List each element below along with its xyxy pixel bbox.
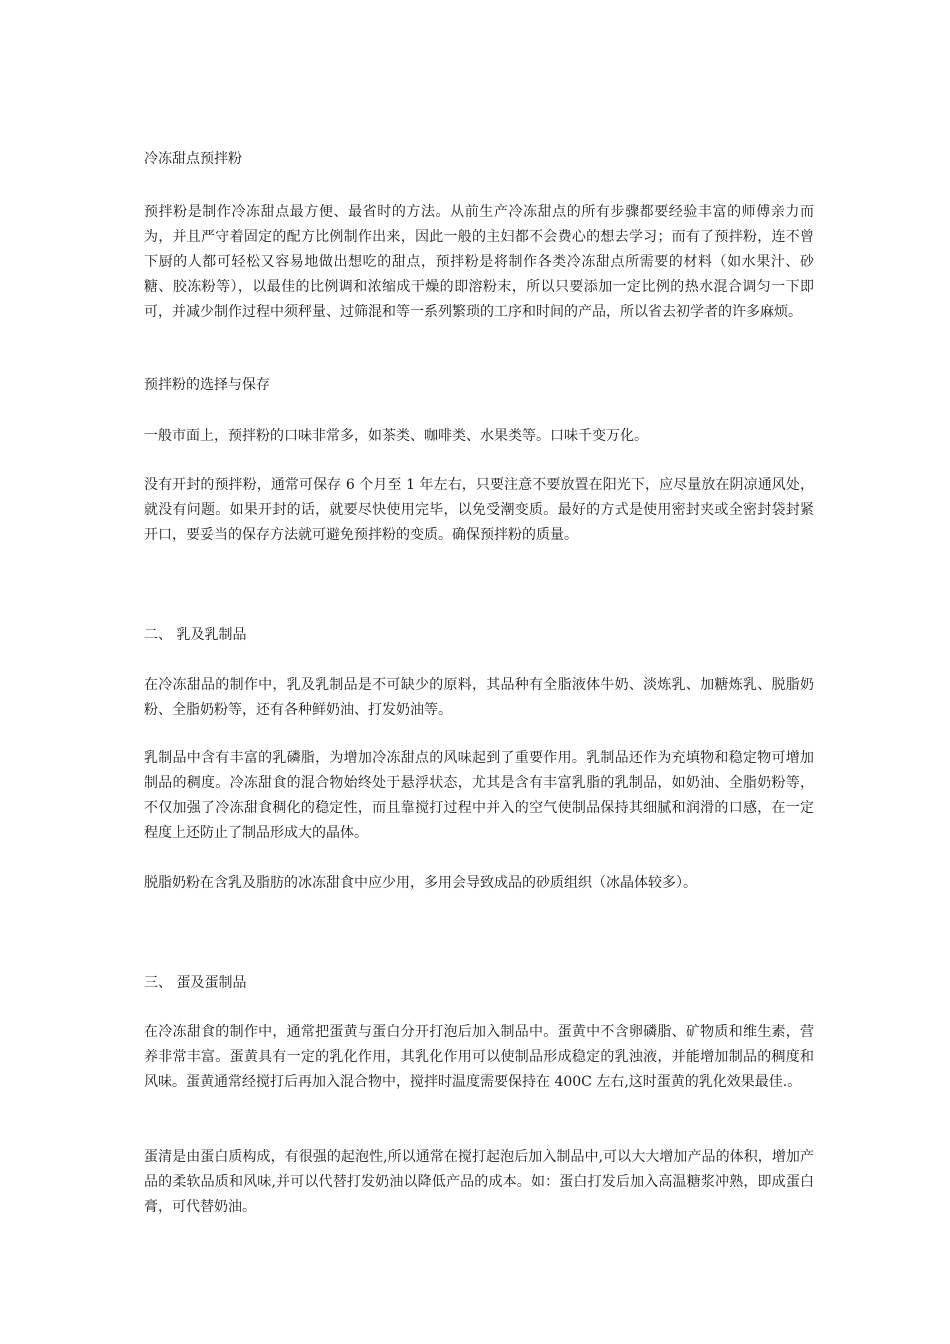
section-2-paragraph-2: 乳制品中含有丰富的乳磷脂，为增加冷冻甜点的风味起到了重要作用。乳制品还作为充填物和稳定物可增加制品的稠度。冷冻甜食的混合物始终处于悬浮状态，尤其是含有丰富乳脂的乳制品，如奶油、全脂奶粉等，不仅加强了冷冻甜食稠化的稳定性，而且靠搅打过程中并入的空气使制品保持其细腻和润滑的口感，在一定程度上还防止了制品形成大的晶体。 (144, 750, 814, 841)
section-3-heading: 三、 蛋及蛋制品 (144, 975, 247, 991)
storage-paragraph-2: 没有开封的预拌粉，通常可保存 6 个月至 1 年左右，只要注意不要放置在阳光下，应尽量放在阴凉通风处，就没有问题。如果开封的话，就要尽快使用完毕，以免受潮变质。最好的方式是使用密封夹或全密封袋封紧开口，要妥当的保存方法就可避免预拌粉的变质。确保预拌粉的质量。 (144, 477, 814, 543)
section-2-heading: 二、 乳及乳制品 (144, 627, 247, 643)
section-3-paragraph-2: 蛋清是由蛋白质构成，有很强的起泡性,所以通常在搅打起泡后加入制品中,可以大大增加产品的体积，增加产品的柔软品质和风味,并可以代替打发奶油以降低产品的成本。如：蛋白打发后加入高温糖浆冲熟，即成蛋白膏，可代替奶油。 (144, 1149, 814, 1215)
section-2-paragraph-3: 脱脂奶粉在含乳及脂肪的冰冻甜食中应少用，多用会导致成品的砂质组织（冰晶体较多）。 (144, 875, 697, 891)
storage-heading: 预拌粉的选择与保存 (144, 377, 270, 393)
section-3-paragraph-1: 在冷冻甜食的制作中，通常把蛋黄与蛋白分开打泡后加入制品中。蛋黄中不含卵磷脂、矿物质和维生素，营养非常丰富。蛋黄具有一定的乳化作用，其乳化作用可以使制品形成稳定的乳浊液，并能增加制品的稠度和风味。蛋黄通常经搅打后再加入混合物中，搅拌时温度需要保持在 400C 左右,这时蛋黄的乳化效果最佳.。 (144, 1024, 814, 1090)
doc-title: 冷冻甜点预拌粉 (144, 151, 242, 167)
intro-paragraph: 预拌粉是制作冷冻甜点最方便、最省时的方法。从前生产冷冻甜点的所有步骤都要经验丰富的师傅亲力而为，并且严守着固定的配方比例制作出来，因此一般的主妇都不会费心的想去学习；而有了预拌粉，连不曾下厨的人都可轻松又容易地做出想吃的甜点，预拌粉是将制作各类冷冻甜点所需要的材料（如水果汁、砂糖、胶冻粉等），以最佳的比例调和浓缩成干燥的即溶粉末，所以只要添加一定比例的热水混合调匀一下即可，并减少制作过程中须秤量、过筛混和等一系列繁琐的工序和时间的产品，所以省去初学者的许多麻烦。 (144, 204, 814, 320)
section-2-paragraph-1: 在冷冻甜品的制作中，乳及乳制品是不可缺少的原料，其品种有全脂液体牛奶、淡炼乳、加糖炼乳、脱脂奶粉、全脂奶粉等，还有各种鲜奶油、打发奶油等。 (144, 677, 814, 718)
storage-paragraph-1: 一般市面上，预拌粉的口味非常多，如茶类、咖啡类、水果类等。口味千变万化。 (144, 428, 648, 444)
